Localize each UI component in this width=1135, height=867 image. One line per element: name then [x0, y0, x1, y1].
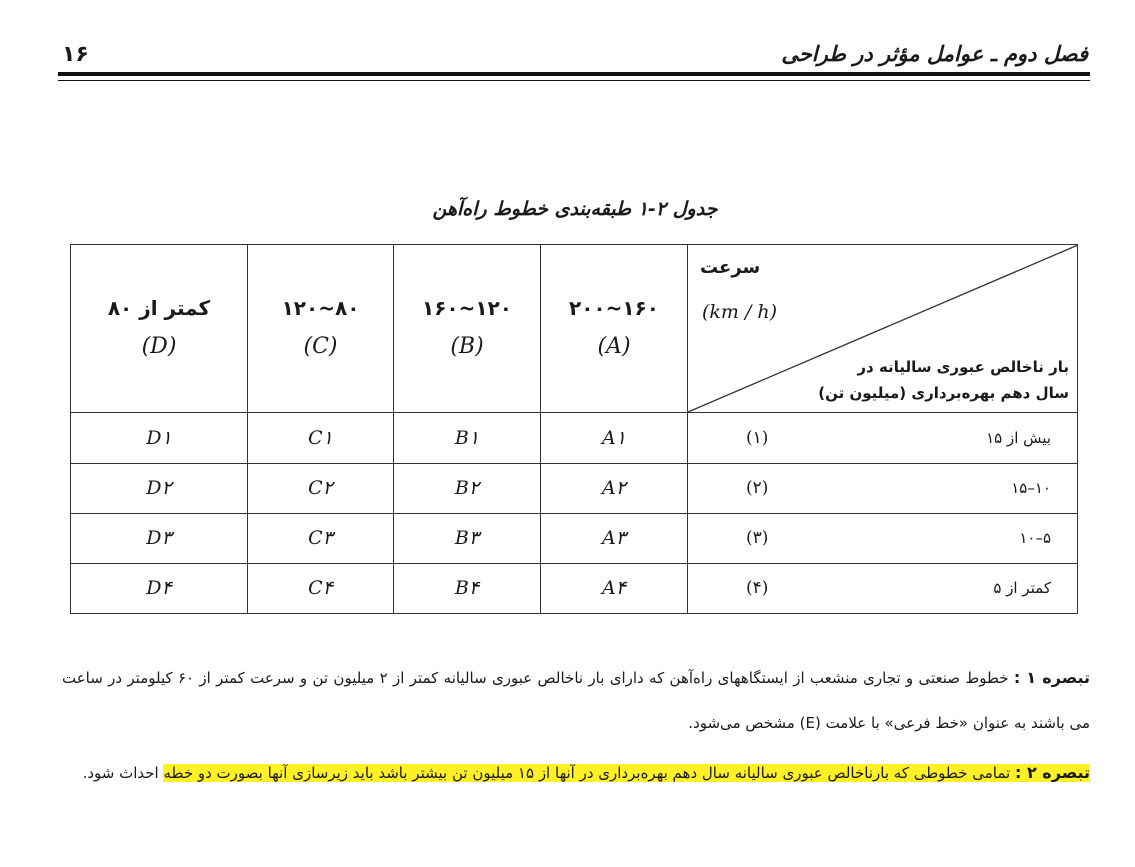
- table-row: [71, 563, 1078, 613]
- speed-grade: (D): [141, 334, 177, 360]
- load-index: (۱): [746, 428, 769, 449]
- classification-table-wrap: [70, 244, 1077, 614]
- load-class-cell: [688, 463, 1078, 513]
- load-range: ۵–۱۰: [1019, 529, 1051, 548]
- corner-speed-unit: (km / h): [702, 301, 778, 323]
- table-cell: A۱: [541, 413, 688, 463]
- table-row: [71, 463, 1078, 513]
- load-range: بیش از ۱۵: [986, 429, 1051, 448]
- speed-grade: (A): [597, 334, 631, 360]
- note-2: [62, 750, 1090, 796]
- table-cell: D۴: [71, 563, 248, 613]
- speed-range: ۸۰~۱۲۰: [281, 296, 360, 321]
- speed-range: ۱۲۰~۱۶۰: [421, 296, 512, 321]
- chapter-title: فصل دوم ـ عوامل مؤثر در طراحی: [781, 42, 1088, 66]
- corner-load-line2: سال دهم بهره‌برداری (میلیون تن): [818, 384, 1069, 403]
- table-header-row: [71, 245, 1078, 413]
- speed-column-b: [394, 245, 541, 413]
- page-header: [58, 36, 1088, 74]
- speed-range: کمتر از ۸۰: [107, 296, 211, 321]
- speed-column-d: [71, 245, 248, 413]
- speed-grade: (C): [303, 334, 338, 360]
- table-cell: D۳: [71, 513, 248, 563]
- highlighted-passage: [163, 764, 1090, 782]
- table-cell: B۲: [394, 463, 541, 513]
- corner-speed-label: سرعت: [700, 257, 761, 278]
- speed-column-a: [541, 245, 688, 413]
- load-index: (۴): [746, 578, 769, 599]
- page-number: ۱۶: [62, 42, 89, 67]
- railway-classification-table: [70, 244, 1078, 614]
- table-cell: A۳: [541, 513, 688, 563]
- table-cell: C۲: [248, 463, 394, 513]
- header-rule: [58, 72, 1090, 76]
- table-cell: C۱: [248, 413, 394, 463]
- table-cell: B۱: [394, 413, 541, 463]
- speed-column-c: [248, 245, 394, 413]
- header-rule-thin: [58, 80, 1090, 81]
- load-index: (۲): [746, 478, 769, 499]
- load-index: (۳): [746, 528, 769, 549]
- table-cell: A۴: [541, 563, 688, 613]
- load-range: کمتر از ۵: [993, 579, 1051, 598]
- note-text-end: احداث شود.: [82, 764, 164, 782]
- load-range: ۱۰–۱۵: [1011, 479, 1051, 498]
- corner-load-label: [818, 354, 1069, 407]
- table-cell: D۲: [71, 463, 248, 513]
- table-row: [71, 413, 1078, 463]
- table-cell: D۱: [71, 413, 248, 463]
- note-label: تبصره ۱ :: [1013, 668, 1091, 687]
- table-cell: B۴: [394, 563, 541, 613]
- table-corner-cell: [688, 245, 1078, 413]
- corner-load-line1: بار ناخالص عبوری سالیانه در: [857, 357, 1069, 376]
- table-caption: جدول ۲-۱ طبقه‌بندی خطوط راه‌آهن: [432, 198, 718, 220]
- note-1: [62, 655, 1090, 746]
- note-text: تمامی خطوطی که بارناخالص عبوری سالیانه سال دهم بهره‌برداری در آنها از ۱۵ میلیون تن بیشتر باشد باید زیرسازی آنها بصورت دو خطه: [163, 764, 1011, 782]
- speed-grade: (B): [450, 334, 484, 360]
- table-cell: A۲: [541, 463, 688, 513]
- load-class-cell: [688, 413, 1078, 463]
- load-class-cell: [688, 513, 1078, 563]
- table-row: [71, 513, 1078, 563]
- note-text: خطوط صنعتی و تجاری منشعب از ایستگاههای راه‌آهن که دارای بار ناخالص عبوری سالیانه کمتر از ۲ میلیون تن و سرعت کمتر از ۶۰ کیلومتر در ساعت می باشند به عنوان «خط فرعی» با علامت (E) مشخص می‌شود.: [62, 669, 1090, 732]
- table-cell: C۳: [248, 513, 394, 563]
- speed-range: ۱۶۰~۲۰۰: [568, 296, 659, 321]
- table-cell: B۳: [394, 513, 541, 563]
- table-cell: C۴: [248, 563, 394, 613]
- load-class-cell: [688, 563, 1078, 613]
- note-label: تبصره ۲ :: [1014, 763, 1090, 782]
